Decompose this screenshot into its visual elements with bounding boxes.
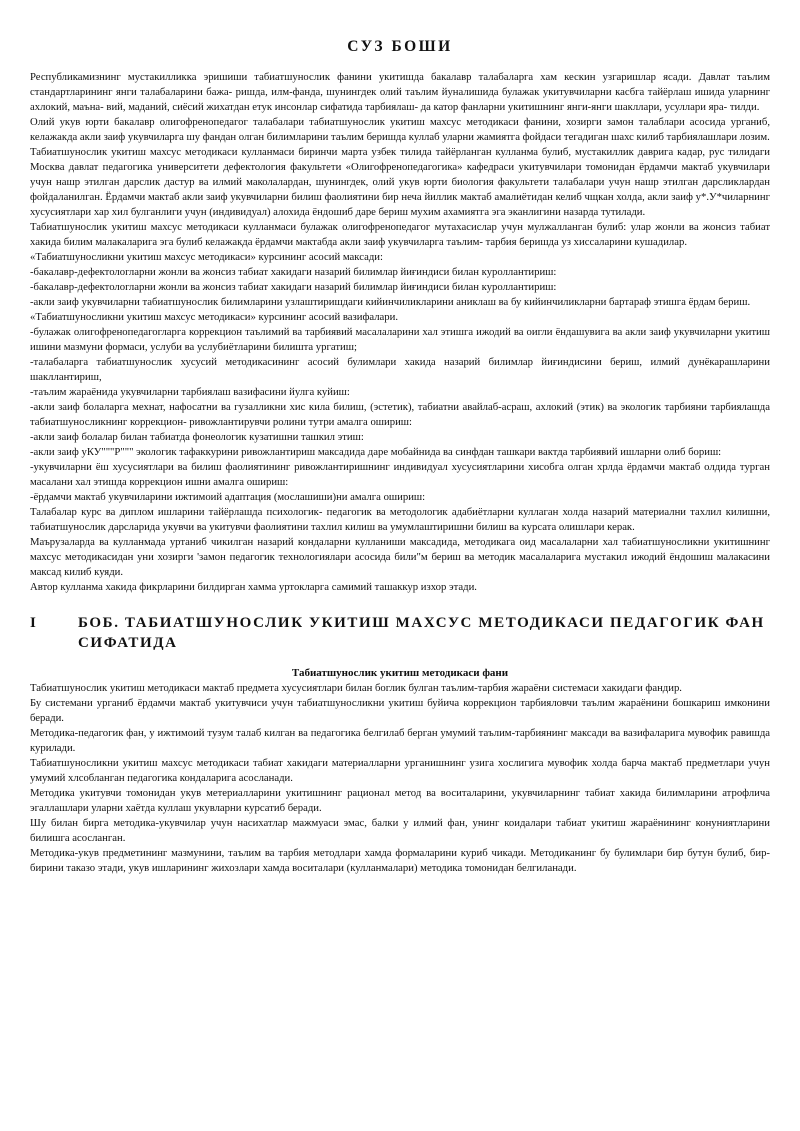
preface-paragraph: «Табиатшуносликни укитиш махсус методикаси» курсининг асосий максади: <box>30 251 383 263</box>
preface-paragraph: -бакалавр-дефектологларни жонли ва жонсиз табиат хакидаги назарий билимлар йиғиндиси билан куроллантириш: <box>30 281 557 293</box>
preface-paragraph: -бакалавр-дефектологларни жонли ва жонсиз табиат хакидаги назарий билимлар йиғиндиси билан куроллантириш: <box>30 266 557 278</box>
preface-paragraph: Республикамизнинг мустакилликка эришиши табиатшунослик фанини укитишда бакалавр талабаларга хам кескин узгаришлар ясади. Давлат таълим стандартларининг янги талабаларини бажа- ришда, илм-фанда, шунингдек олий таълим йуналишида булажак укитувчиларни касбга тайёрлаш ишида уларнинг ахлокий, маъна- вий, маданий, сиёсий жихатдан етук инсонлар сифатида тарбиялаш- да катор фанларни укитишнинг янги-янги шакллари, усуллари яра- тилди. <box>30 71 770 113</box>
chapter-heading <box>30 613 770 653</box>
page-title: СУЗ БОШИ <box>347 38 453 55</box>
section-paragraph: Методика-укув предметининг мазмунини, таълим ва тарбия методлари хамда формаларини куриб чикади. Методиканинг бу булимлари бир бутун булиб, бир-бирини таказо этади, укув ишларининг жихозлари хамда воситалари (кулланмалари) методика томонидан белгиланади. <box>30 847 770 874</box>
preface-paragraph: -таълим жараёнида укувчиларни тарбиялаш вазифасини йулга куйиш: <box>30 386 350 398</box>
section-title: Табиатшунослик укитиш методикаси фани <box>291 667 509 679</box>
preface-paragraph: Табиатшунослик укитиш махсус методикаси кулланмаси булажак олигофренопедагог мутахасислар учун мулжалланган булиб: улар жонли ва жонсиз табиат хакида билим малакаларига эга булиб келажакда ёрдамчи мактабда акли заиф укувчиларга таълим- тарбия беришда уз хиссаларини кушадилар. <box>30 221 770 248</box>
section-body <box>30 681 770 876</box>
section-paragraph: Табиатшунослик укитиш методикаси мактаб предмета хусусиятлари билан боглик булган таълим-тарбия жараёни системаси хакидаги фандир. <box>30 682 682 694</box>
section-paragraph: Табиатшуносликни укитиш махсус методикаси табиат хакидаги материалларни урганишнинг узига хослигига мувофик холда барча мактаб предметлари учун умумий хлсобланган педагогика кондаларига асосланади. <box>30 757 770 784</box>
preface-paragraph: -акли заиф болалар билан табиатда фонеологик кузатишни ташкил этиш: <box>30 431 364 443</box>
preface-paragraph: Табиатшунослик укитиш махсус методикаси кулланмаси биринчи марта узбек тилида тайёрланган кулланма булиб, мустакиллик даврига кадар, рус тилидаги Москва давлат педагогика университети дефектология факультети «Олигофренопедагогика» кафедраси укитувчилари томонидан ёрдамчи мактаб укувчилари учун нашр этилган дарслик дастур ва илмий маколалардан, шунингдек, олий укув юрти биология факультети талабалари учун нашр этилган дарсликлардан фойдаланилган. Ёрдамчи мактаб акли заиф укувчиларни билиш фаолиятини бир неча йиллик мактаб амалиётидан келиб чщкан холда, акли заиф у*.У*чиларнинг хусусиятлари хар хил булганлиги учун (индивидуал) алохида ёндошиб даре бериш мухим ахамиятга эга эканлигини назарда тутилади. <box>30 146 770 218</box>
preface-paragraph: Олий укув юрти бакалавр олигофренопедагог талабалари табиатшунослик укитиш махсус методикаси фанини, хозирги замон талаблари асосида урганиб, келажакда акли заиф укувчиларга шу фандан олган билимларини таълим беришда куллаб уларни жамиятга фойдаси тегадиган шахс килиб тарбиялашлари лозим. <box>30 116 770 143</box>
section-paragraph: Методика-педагогик фан, у ижтимоий тузум талаб килган ва педагогика белгилаб берган умумий таълим-тарбиянинг максади ва вазифаларига мувофик равишда курилади. <box>30 727 770 754</box>
chapter-title: БОБ. ТАБИАТШУНОСЛИК УКИТИШ МАХСУС МЕТОДИКАСИ ПЕДАГОГИК ФАН СИФАТИДА <box>78 615 765 651</box>
preface-paragraph: -акли заиф болаларга мехнат, нафосатни ва гузалликни хис кила билиш, (эстетик), табиатни авайлаб-асраш, ахлокий (этик) ва экологик тарбияни тарбиялашда табиатшуносликнинг коррекцион- ривожлантирувчи ролини тутри амалга ошириш: <box>30 401 770 428</box>
preface-paragraph: «Табиатшуносликни укитиш махсус методикаси» курсининг асосий вазифалари. <box>30 311 399 323</box>
preface-paragraph: -укувчиларни ёш хусусиятлари ва билиш фаолиятининг ривожлантиришнинг индивидуал хусусиятларини хисобга олган хрлда ёрдамчи мактаб олдида турган масалани хал этишда коррекцион ишни амалга ошириш: <box>30 461 770 488</box>
preface-paragraph: Маърузаларда ва кулланмада уртаниб чикилган назарий кондаларни кулланиши максадида, методикага оид масалаларни хал табиатшуносликни укитишнинг махсус методикасидан уни хозирги 'замон педагогик технологиялари асосида били"м бериш ва методик масалаларига мустакил ижодий ёндошиш малакасини максад килиб куяди. <box>30 536 770 578</box>
preface-paragraph: Талабалар курс ва диплом ишларини тайёрлашда психологик- педагогик ва методологик адабиётларни куллаган холда назарий материални тахлил килишни, табиатшунослик дарсларида укувчи ва укитувчи фаолиятини тахлил килиш ва умумлаштиришни билиш ва курсата олишлари керак. <box>30 506 770 533</box>
preface-paragraph: -акли заиф уКУ"""Р""" экологик тафаккурини ривожлантириш максадида даре мобайнида ва синфдан ташкари вактда тарбиявий ишларни олиб бориш: <box>30 446 722 458</box>
section-paragraph: Шу билан бирга методика-укувчилар учун насихатлар мажмуаси эмас, балки у илмий фан, унинг коидалари табиат укитиш жараёнининг конуниятларини билишга асосланган. <box>30 817 770 844</box>
preface-paragraph: -булажак олигофренопедагогларга коррекцион таълимий ва тарбиявий масалаларини хал этишга ижодий ва оигли ёндашувига ва акли заиф укувчиларни укитиш ишини мазмуни формаси, услуби ва услубиётларини билишта ургатиш; <box>30 326 770 353</box>
chapter-number: I <box>30 615 38 631</box>
section-paragraph: Бу системани урганиб ёрдамчи мактаб укитувчиси учун табиатшуносликни укитиш буйича коррекцион тарбияловчи таълим жараёнини бошкариш имконини беради. <box>30 697 770 724</box>
preface-paragraph: Автор кулланма хакида фикрларини билдирган хамма уртокларга самимий ташаккур изхор этади. <box>30 581 477 593</box>
preface <box>30 70 770 595</box>
preface-paragraph: -акли заиф укувчиларни табиатшунослик билимларини узлаштиришдаги кийинчиликларини аниклаш ва бу кийинчиликларни бартараф этишга ёрдам бериш. <box>30 296 751 308</box>
section-paragraph: Методика укитувчи томонидан укув метериалларини укитишнинг рационал метод ва воситаларини, укувчиларнинг табиат хакида билимларини атрофлича эгаллашлари уларни хаётда куллаш укувларни курсатиб беради. <box>30 787 770 814</box>
preface-paragraph: -талабаларга табиатшунослик хусусий методикасининг асосий булимлари хакида назарий билимлар йиғиндисини бериш, илмий дунёкарашларини шакллантириш, <box>30 356 770 383</box>
preface-paragraph: -ёрдамчи мактаб укувчиларини ижтимоий адаптация (мослашиши)ни амалга ошириш: <box>30 491 426 503</box>
